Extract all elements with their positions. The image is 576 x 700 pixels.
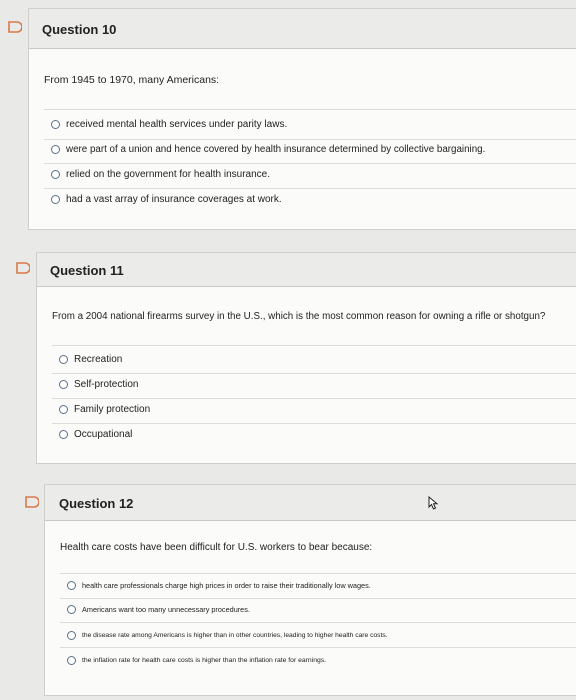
answer-option[interactable]	[67, 631, 388, 640]
divider	[60, 647, 576, 648]
option-label: Americans want too many unnecessary procedures.	[82, 605, 250, 614]
divider	[44, 188, 576, 189]
question-prompt: From a 2004 national firearms survey in the U.S., which is the most common reason for owning a rifle or shotgun?	[52, 311, 546, 322]
option-label: Self-protection	[74, 379, 139, 390]
answer-option[interactable]	[67, 581, 371, 590]
option-label: Occupational	[74, 429, 133, 440]
divider	[44, 109, 576, 110]
radio-icon[interactable]	[51, 120, 60, 129]
option-label: relied on the government for health insurance.	[66, 169, 271, 180]
question-title: Question 10	[42, 22, 117, 37]
flag-icon[interactable]	[25, 496, 39, 508]
divider	[52, 398, 576, 399]
answer-option[interactable]	[59, 379, 138, 390]
radio-icon[interactable]	[59, 380, 68, 389]
option-label: the inflation rate for health care costs is higher than the inflation rate for earnings.	[82, 657, 327, 664]
divider	[52, 423, 576, 424]
answer-option[interactable]	[67, 605, 250, 614]
question-header	[37, 253, 576, 287]
divider	[44, 163, 576, 164]
option-label: had a vast array of insurance coverages at work.	[66, 194, 282, 205]
answer-option[interactable]	[59, 429, 132, 440]
radio-icon[interactable]	[59, 355, 68, 364]
answer-option[interactable]	[59, 404, 150, 415]
question-title: Question 11	[50, 263, 124, 278]
radio-icon[interactable]	[67, 631, 76, 640]
radio-icon[interactable]	[59, 405, 68, 414]
question-prompt: Health care costs have been difficult for U.S. workers to bear because:	[60, 542, 373, 553]
answer-option[interactable]	[51, 119, 287, 130]
radio-icon[interactable]	[67, 581, 76, 590]
question-card-12	[44, 484, 576, 696]
radio-icon[interactable]	[51, 145, 60, 154]
question-prompt: From 1945 to 1970, many Americans:	[44, 74, 220, 86]
question-title: Question 12	[59, 496, 134, 511]
radio-icon[interactable]	[59, 430, 68, 439]
radio-icon[interactable]	[51, 195, 60, 204]
mouse-cursor-icon	[428, 496, 440, 510]
radio-icon[interactable]	[67, 656, 76, 665]
option-label: were part of a union and hence covered by health insurance determined by collective bargaining.	[66, 144, 486, 155]
question-header	[45, 485, 576, 521]
divider	[60, 598, 576, 599]
divider	[44, 139, 576, 140]
option-label: the disease rate among Americans is higher than in other countries, leading to higher health care costs.	[82, 632, 388, 639]
radio-icon[interactable]	[51, 170, 60, 179]
option-label: Recreation	[74, 354, 123, 365]
divider	[60, 622, 576, 623]
divider	[52, 345, 576, 346]
answer-option[interactable]	[51, 194, 282, 205]
flag-icon[interactable]	[8, 21, 22, 33]
flag-icon[interactable]	[16, 262, 30, 274]
option-label: Family protection	[74, 404, 151, 415]
answer-option[interactable]	[67, 656, 326, 665]
question-card-11	[36, 252, 576, 464]
radio-icon[interactable]	[67, 605, 76, 614]
divider	[60, 573, 576, 574]
answer-option[interactable]	[51, 144, 485, 155]
answer-option[interactable]	[59, 354, 122, 365]
option-label: health care professionals charge high prices in order to raise their traditionally low wages.	[82, 581, 371, 590]
question-card-10	[28, 8, 576, 230]
answer-option[interactable]	[51, 169, 270, 180]
divider	[52, 373, 576, 374]
question-header	[29, 9, 576, 49]
option-label: received mental health services under parity laws.	[66, 119, 288, 130]
